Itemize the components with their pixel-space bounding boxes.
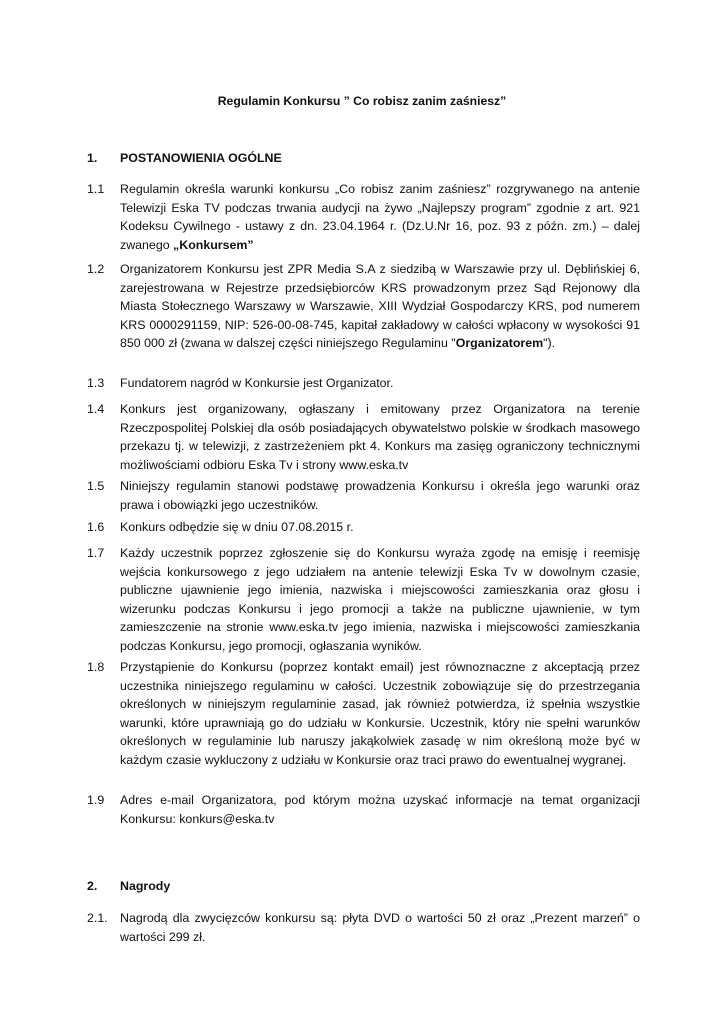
clause-1-9: [87, 791, 640, 828]
section-title: POSTANOWIENIA OGÓLNE: [120, 151, 282, 165]
defined-term: Organizatorem: [455, 336, 544, 351]
clause-text: Organizatorem Konkursu jest ZPR Media S.A z siedzibą w Warszawie przy ul. Dęblińskiej 6, zarejestrowana w Rejestrze przedsiębiorców KRS prowadzonym przez Sąd Rejonowy dla Miasta Stołecznego Warszawy w Warszawie, XIII Wydział Gospodarczy KRS, pod numerem KRS 0000291159, NIP: 526-00-08-745, kapitał zakładowy w całości wpłacony w wysokości 91 850 000 zł (zwana w dalszej części niniejszego Regulaminu "Organizatorem").: [120, 262, 640, 351]
clause-number: 1.1: [87, 182, 105, 196]
clause-number: 1.5: [87, 479, 105, 493]
clause-2-1: [87, 909, 640, 946]
clause-text: Każdy uczestnik poprzez zgłoszenie się do Konkursu wyraża zgodę na emisję i reemisję wejścia konkursowego z jego udziałem na antenie telewizji Eska Tv w dowolnym czasie, publiczne ujawnienie jego imienia, nazwiska i miejscowości zamieszkania oraz głosu i wizerunku podczas Konkursu i jego promocji a także na publiczne ujawnienie, w tym zamieszczenie na stronie www.eska.tv jego imienia, nazwiska i miejscowości zamieszkania podczas Konkursu, jego promocji, ogłaszania wyników.: [120, 546, 640, 653]
clause-1-7: [87, 544, 640, 656]
section-heading-2: [87, 878, 170, 894]
document-title: Regulamin Konkursu ” Co robisz zanim zaśniesz”: [217, 94, 507, 108]
clause-number: 1.9: [87, 793, 105, 807]
clause-text: Konkurs jest organizowany, ogłaszany i emitowany przez Organizatora na terenie Rzeczpospolitej Polskiej dla osób posiadających obywatelstwo polskie w środkach masowego przekazu tj. w telewizji, z zastrzeżeniem pkt 4. Konkurs ma zasięg ograniczony technicznymi możliwościami odbioru Eska Tv i strony www.eska.tv: [120, 402, 640, 472]
clause-1-3: [87, 374, 640, 393]
section-number: 1.: [87, 151, 98, 165]
clause-text: Adres e-mail Organizatora, pod którym można uzyskać informacje na temat organizacji Konkursu: konkurs@eska.tv: [120, 793, 640, 826]
clause-text: Konkurs odbędzie się w dniu 07.08.2015 r.: [120, 520, 354, 534]
clause-text: Przystąpienie do Konkursu (poprzez kontakt email) jest równoznaczne z akceptacją przez uczestnika niniejszego regulaminu w całości. Uczestnik zobowiązuje się do przestrzegania określonych w niniejszym regulaminie zasad, jak również potwierdza, iż spełnia wszystkie warunki, które uprawniają go do udziału w Konkursie. Uczestnik, który nie spełni warunków określonych w regulaminie lub naruszy jakąkolwiek zasadę w nim określoną może być w każdym czasie wykluczony z udziału w Konkursie oraz traci prawo do ewentualnej wygranej.: [120, 660, 640, 767]
clause-1-1: [87, 180, 640, 254]
clause-1-6: [87, 518, 640, 537]
clause-text: Fundatorem nagród w Konkursie jest Organizator.: [120, 376, 394, 390]
clause-number: 1.8: [87, 660, 105, 674]
clause-number: 1.4: [87, 402, 105, 416]
clause-number: 1.2: [87, 262, 105, 276]
clause-number: 1.6: [87, 520, 105, 534]
section-title: Nagrody: [120, 879, 171, 893]
clause-text: Nagrodą dla zwycięzców konkursu są: płyta DVD o wartości 50 zł oraz „Prezent marzeń” o wartości 299 zł.: [120, 911, 640, 944]
defined-term: „Konkursem”: [173, 237, 254, 252]
clause-text: Regulamin określa warunki konkursu „Co robisz zanim zaśniesz” rozgrywanego na antenie Telewizji Eska TV podczas trwania audycji na żywo „Najlepszy program” zgodnie z art. 921 Kodeksu Cywilnego - ustawy z dn. 23.04.1964 r. (Dz.U.Nr 16, poz. 93 z późn. zm.) – dalej zwanego „Konkursem”: [120, 182, 640, 252]
clause-number: 1.3: [87, 376, 105, 390]
section-number: 2.: [87, 879, 98, 893]
clause-1-4: [87, 400, 640, 474]
clause-1-8: [87, 658, 640, 770]
clause-1-5: [87, 477, 640, 514]
clause-1-2: [87, 260, 640, 353]
clause-number: 1.7: [87, 546, 105, 560]
section-heading-1: [87, 150, 282, 166]
clause-number: 2.1.: [87, 911, 108, 925]
clause-text: Niniejszy regulamin stanowi podstawę prowadzenia Konkursu i określa jego warunki oraz prawa i obowiązki jego uczestników.: [120, 479, 640, 512]
